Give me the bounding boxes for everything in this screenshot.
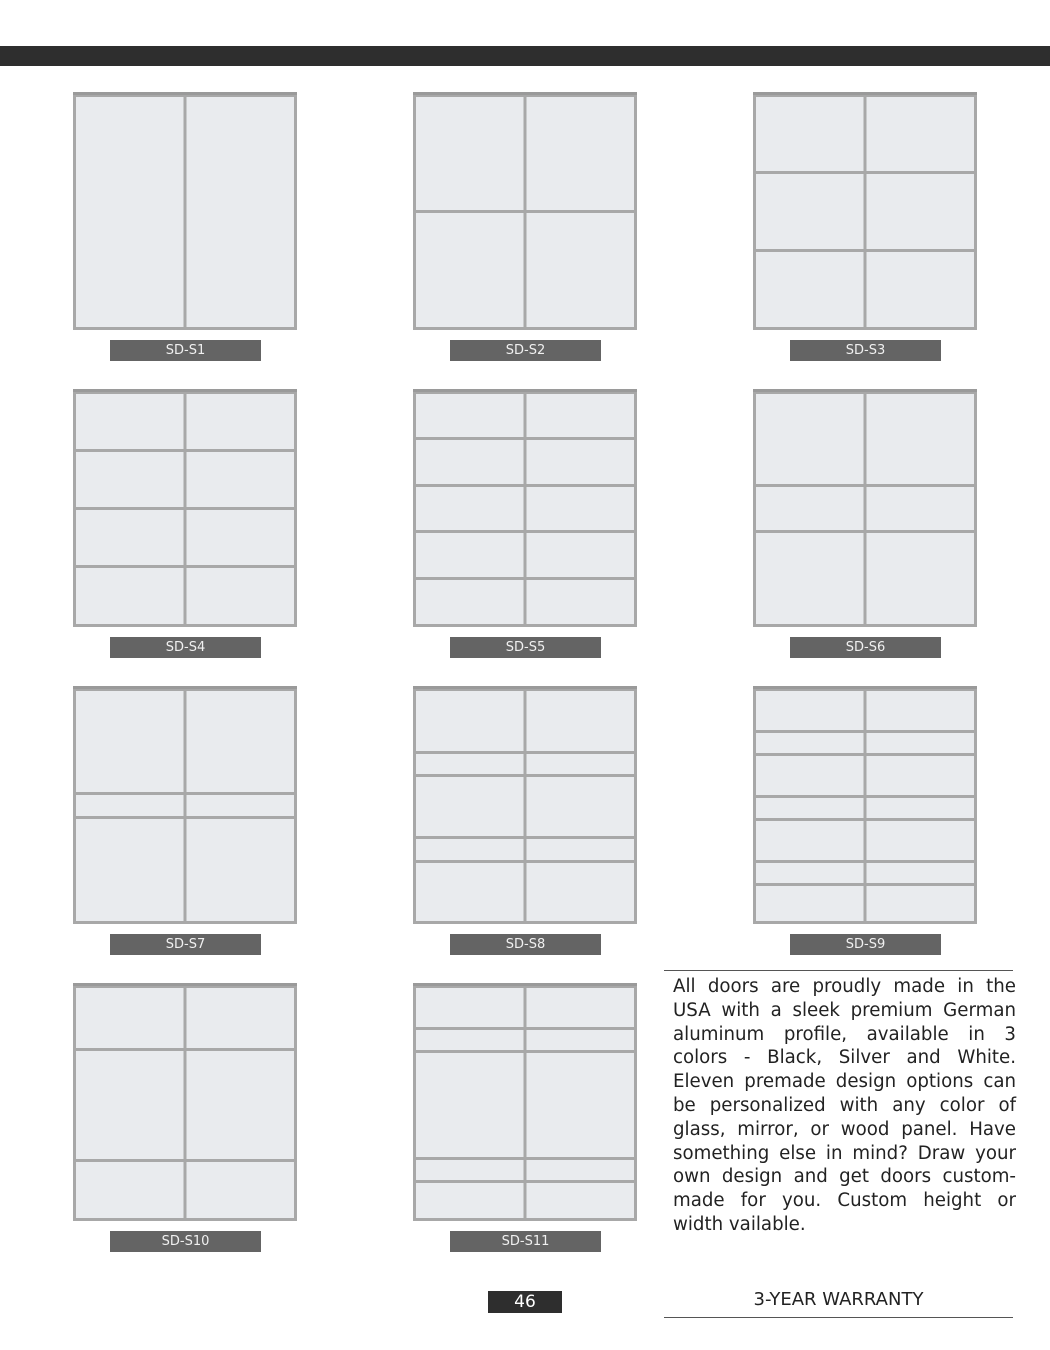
door-top-track (73, 983, 297, 986)
door-rail (416, 1180, 634, 1183)
door-rail (756, 730, 974, 733)
door-rail (416, 1027, 634, 1030)
door-center-stile (184, 689, 187, 924)
door-rail (416, 836, 634, 839)
door-label: SD-S5 (450, 637, 601, 658)
door-label: SD-S11 (450, 1231, 601, 1252)
page-number: 46 (488, 1291, 562, 1313)
door-top-track (73, 389, 297, 392)
door-rail (756, 860, 974, 863)
door-rail (416, 437, 634, 440)
door-diagram-sd-s1 (73, 92, 297, 330)
door-label: SD-S1 (110, 340, 261, 361)
door-rail (756, 818, 974, 821)
door-diagram-sd-s8 (413, 686, 637, 924)
door-rail (76, 816, 294, 819)
door-rail (76, 1159, 294, 1162)
door-top-track (73, 92, 297, 95)
door-rail (76, 565, 294, 568)
door-rail (756, 530, 974, 533)
door-diagram-sd-s9 (753, 686, 977, 924)
door-diagram-sd-s7 (73, 686, 297, 924)
door-rail (76, 507, 294, 510)
description-text: All doors are proudly made in the USA with a sleek premium German aluminum profile, available in 3 colors - Black, Silver and White. Eleven premade design options can be personalized with any color of glass, mirror, or wood panel. Have something else in mind? Draw your own design and get doors custom-made for you. Custom height or width vailable. (673, 976, 1016, 1235)
door-diagram-sd-s4 (73, 389, 297, 627)
door-top-track (413, 92, 637, 95)
door-rail (416, 530, 634, 533)
door-diagram-sd-s10 (73, 983, 297, 1221)
door-rail (416, 1157, 634, 1160)
door-center-stile (524, 689, 527, 924)
door-rail (416, 210, 634, 213)
door-center-stile (524, 392, 527, 627)
door-rail (76, 1048, 294, 1051)
door-diagram-sd-s5 (413, 389, 637, 627)
door-top-track (753, 389, 977, 392)
door-top-track (413, 389, 637, 392)
door-rail (416, 577, 634, 580)
door-top-track (753, 686, 977, 689)
door-center-stile (864, 392, 867, 627)
door-rail (416, 860, 634, 863)
door-rail (756, 795, 974, 798)
door-rail (756, 171, 974, 174)
door-diagram-sd-s11 (413, 983, 637, 1221)
top-header-bar (0, 46, 1050, 66)
door-diagram-sd-s6 (753, 389, 977, 627)
door-label: SD-S4 (110, 637, 261, 658)
door-top-track (413, 686, 637, 689)
door-label: SD-S6 (790, 637, 941, 658)
door-center-stile (864, 95, 867, 330)
door-rail (416, 774, 634, 777)
door-diagram-sd-s3 (753, 92, 977, 330)
door-label: SD-S2 (450, 340, 601, 361)
door-top-track (753, 92, 977, 95)
door-center-stile (864, 689, 867, 924)
door-rail (756, 249, 974, 252)
door-label: SD-S7 (110, 934, 261, 955)
door-top-track (413, 983, 637, 986)
door-top-track (73, 686, 297, 689)
warranty-text: 3-YEAR WARRANTY (753, 1289, 924, 1310)
door-center-stile (184, 986, 187, 1221)
door-rail (756, 484, 974, 487)
door-label: SD-S8 (450, 934, 601, 955)
door-label: SD-S10 (110, 1231, 261, 1252)
door-rail (416, 484, 634, 487)
door-rail (756, 753, 974, 756)
warranty-bottom-rule (664, 1317, 1013, 1318)
door-rail (76, 449, 294, 452)
door-rail (756, 883, 974, 886)
door-rail (416, 1050, 634, 1053)
description-top-rule (664, 970, 1013, 971)
door-center-stile (524, 986, 527, 1221)
door-diagram-sd-s2 (413, 92, 637, 330)
door-center-stile (184, 95, 187, 330)
door-label: SD-S9 (790, 934, 941, 955)
door-rail (76, 792, 294, 795)
door-rail (416, 751, 634, 754)
door-label: SD-S3 (790, 340, 941, 361)
